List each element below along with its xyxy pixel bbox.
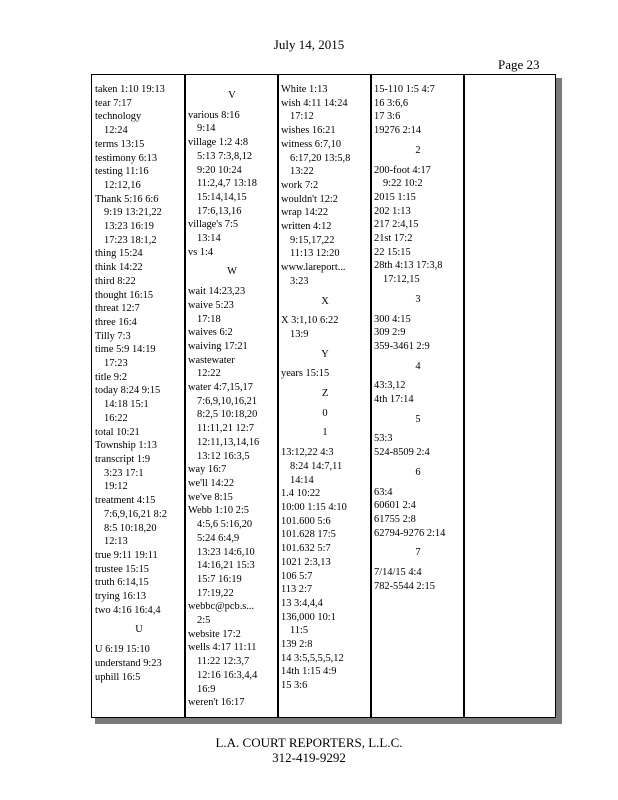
index-entry-continuation: 12:11,13,14,16 <box>197 436 260 448</box>
index-entry <box>374 124 462 138</box>
index-entry <box>374 259 462 286</box>
index-entry-continuation: 9:19 13:21,22 <box>104 207 162 219</box>
index-entry-term: 22 15:15 <box>374 246 411 258</box>
index-entry-term: trying 16:13 <box>95 591 147 603</box>
index-entry <box>95 330 183 344</box>
index-entry-term: Tilly 7:3 <box>95 330 131 342</box>
index-entry-term: we'll 14:22 <box>188 477 235 489</box>
index-entry-term: written 4:12 <box>281 221 332 233</box>
index-entry-continuation: 7:6,9,16,21 8:2 <box>104 508 167 520</box>
index-entry-continuation: 17:12 <box>290 111 314 123</box>
index-entry-term: testimony 6:13 <box>95 152 158 164</box>
index-entry-term: three 16:4 <box>95 316 137 328</box>
index-entry-term: webbc@pcb.s... <box>188 601 255 613</box>
index-entry <box>281 367 369 381</box>
index-entry <box>374 446 462 460</box>
index-entry <box>95 275 183 289</box>
index-entry-continuation: 7:6,9,10,16,21 <box>197 395 258 407</box>
index-entry-continuation: 3:23 <box>290 275 309 287</box>
index-entry-continuation: 17:12,15 <box>383 274 420 286</box>
index-entry <box>188 600 276 627</box>
index-entry-term: 300 4:15 <box>374 313 411 325</box>
index-entry <box>188 463 276 477</box>
index-entry-continuation: 13:22 <box>290 166 314 178</box>
index-entry-term: 200-foot 4:17 <box>374 164 431 176</box>
index-entry-term: 17 3:6 <box>374 111 401 123</box>
index-entry-term: 217 2:4,15 <box>374 219 419 231</box>
index-entry-term: treatment 4:15 <box>95 495 156 507</box>
index-entry <box>281 542 369 556</box>
index-entry-term: taken 1:10 19:13 <box>95 84 165 95</box>
index-entry <box>188 641 276 696</box>
index-entry <box>281 487 369 501</box>
index-entry <box>95 549 183 563</box>
index-entry-term: 113 2:7 <box>281 584 313 596</box>
index-section-letter: U <box>135 624 143 636</box>
index-entry <box>95 590 183 604</box>
index-entry-term: White 1:13 <box>281 84 328 95</box>
index-entry-term: 1021 2:3,13 <box>281 556 331 568</box>
index-entry-term: vs 1:4 <box>188 246 214 258</box>
index-entry <box>95 97 183 111</box>
index-entry-term: 43:3,12 <box>374 380 406 392</box>
index-entry <box>281 138 369 179</box>
index-entry-term: 15 3:6 <box>281 680 308 692</box>
index-entry-term: 16 3:6,6 <box>374 97 409 109</box>
index-entry-continuation: 8:5 10:18,20 <box>104 522 157 534</box>
index-entry <box>281 193 369 207</box>
index-entry-continuation: 17:23 <box>104 358 128 370</box>
index-entry-term: third 8:22 <box>95 275 136 287</box>
column-divider <box>277 75 279 717</box>
index-entry <box>374 566 462 580</box>
index-entry <box>374 313 462 327</box>
index-entry <box>374 110 462 124</box>
index-entry <box>95 83 183 97</box>
index-entry-continuation: 17:18 <box>197 313 221 325</box>
index-entry <box>374 232 462 246</box>
index-entry <box>188 136 276 218</box>
index-entry-term: 28th 4:13 17:3,8 <box>374 260 443 272</box>
index-entry <box>95 261 183 275</box>
index-entry-continuation: 13:23 14:6,10 <box>197 546 255 558</box>
index-entry <box>95 343 183 370</box>
index-entry <box>95 426 183 440</box>
index-column-3 <box>281 83 369 709</box>
index-entry-term: time 5:9 14:19 <box>95 344 156 356</box>
index-entry-term: 359-3461 2:9 <box>374 340 430 352</box>
index-section-letter: 3 <box>415 293 421 305</box>
column-divider <box>463 75 465 717</box>
index-entry <box>95 152 183 166</box>
index-entry <box>374 499 462 513</box>
index-entry <box>281 556 369 570</box>
index-entry-term: title 9:2 <box>95 371 128 383</box>
index-entry <box>281 611 369 638</box>
index-entry-term: uphill 16:5 <box>95 671 141 683</box>
index-entry-term: 101.600 5:6 <box>281 515 331 527</box>
index-entry <box>374 218 462 232</box>
index-entry <box>374 379 462 393</box>
index-entry-term: wastewater <box>188 354 235 366</box>
index-entry-continuation: 13:14 <box>197 233 221 245</box>
index-entry <box>374 83 462 97</box>
index-entry-term: weren't 16:17 <box>188 697 245 709</box>
index-entry-term: water 4:7,15,17 <box>188 382 253 394</box>
index-entry <box>95 289 183 303</box>
index-entry-term: understand 9:23 <box>95 657 162 669</box>
index-entry <box>281 570 369 584</box>
index-entry <box>281 220 369 261</box>
index-entry <box>374 486 462 500</box>
index-entry-term: village's 7:5 <box>188 219 239 231</box>
index-entry-term: testing 11:16 <box>95 166 149 178</box>
index-entry <box>95 643 183 657</box>
index-section-letter: W <box>227 266 237 278</box>
index-entry <box>188 218 276 245</box>
index-entry <box>95 138 183 152</box>
index-entry <box>95 384 183 425</box>
index-entry-continuation: 11:22 12:3,7 <box>197 656 250 668</box>
index-entry-continuation: 12:24 <box>104 125 128 137</box>
index-entry-term: 19276 2:14 <box>374 125 422 137</box>
index-entry <box>281 124 369 138</box>
index-entry <box>188 504 276 600</box>
index-entry-continuation: 12:12,16 <box>104 179 141 191</box>
column-divider <box>370 75 372 717</box>
index-entry <box>95 604 183 618</box>
header-page-number: Page 23 <box>498 57 540 72</box>
index-entry-continuation: 8:24 14:7,11 <box>290 460 343 472</box>
index-entry-term: 106 5:7 <box>281 570 313 582</box>
index-entry-term: years 15:15 <box>281 368 330 380</box>
index-entry-continuation: 2:5 <box>197 615 211 627</box>
index-entry-term: 10:00 1:15 4:10 <box>281 501 347 513</box>
index-entry <box>188 696 276 710</box>
index-entry-continuation: 12:16 16:3,4,4 <box>197 669 258 681</box>
index-entry <box>188 109 276 136</box>
index-entry-term: two 4:16 16:4,4 <box>95 604 161 616</box>
index-entry <box>374 580 462 594</box>
index-entry <box>374 340 462 354</box>
index-entry-term: 1.4 10:22 <box>281 488 321 500</box>
index-entry-term: thing 15:24 <box>95 248 143 260</box>
index-entry-continuation: 13:23 16:19 <box>104 221 154 233</box>
index-entry-term: 101.632 5:7 <box>281 543 331 555</box>
index-entry-continuation: 11:11,21 12:7 <box>197 423 254 435</box>
index-entry <box>188 491 276 505</box>
index-entry-term: 53:3 <box>374 433 393 445</box>
index-entry-term: wrap 14:22 <box>281 207 329 219</box>
index-entry <box>281 528 369 542</box>
index-entry-term: 524-8509 2:4 <box>374 447 430 459</box>
index-entry <box>374 326 462 340</box>
index-entry <box>95 165 183 192</box>
index-column-2 <box>188 83 276 709</box>
index-entry-continuation: 12:22 <box>197 368 221 380</box>
index-section-letter: Y <box>321 348 329 360</box>
index-entry-term: total 10:21 <box>95 426 140 438</box>
index-entry-continuation: 11:13 12:20 <box>290 248 340 260</box>
index-entry-term: Township 1:13 <box>95 440 157 452</box>
index-section-letter: 0 <box>322 407 328 419</box>
index-entry-term: 4th 17:14 <box>374 394 414 406</box>
index-entry-term: www.lareport... <box>281 262 346 274</box>
index-entry <box>95 563 183 577</box>
index-entry-term: 62794-9276 2:14 <box>374 527 446 539</box>
index-entry <box>281 515 369 529</box>
index-entry-continuation: 14:16,21 15:3 <box>197 560 255 572</box>
index-entry-continuation: 4:5,6 5:16,20 <box>197 519 253 531</box>
index-entry <box>281 665 369 679</box>
index-entry-term: 13 3:4,4,4 <box>281 597 323 609</box>
index-section-letter: 1 <box>322 427 328 439</box>
index-entry-term: we've 8:15 <box>188 491 233 503</box>
index-entry-term: 202 1:13 <box>374 205 411 217</box>
index-entry-continuation: 5:24 6:4,9 <box>197 532 240 544</box>
index-entry <box>95 193 183 248</box>
index-entry-term: 139 2:8 <box>281 639 313 651</box>
index-entry-continuation: 11:5 <box>290 625 309 637</box>
footer <box>0 735 618 765</box>
index-entry <box>281 206 369 220</box>
index-entry <box>281 83 369 97</box>
index-entry-term: trustee 15:15 <box>95 563 149 575</box>
column-divider <box>184 75 186 717</box>
index-entry-term: 782-5544 2:15 <box>374 580 435 592</box>
index-section-letter: 2 <box>415 144 421 156</box>
index-column-5 <box>467 83 555 709</box>
index-entry <box>374 97 462 111</box>
index-entry <box>374 513 462 527</box>
index-entry-continuation: 17:6,13,16 <box>197 205 242 217</box>
index-entry <box>188 299 276 326</box>
index-entry <box>95 302 183 316</box>
index-entry-term: 13:12,22 4:3 <box>281 447 334 459</box>
index-entry-term: way 16:7 <box>188 464 227 476</box>
index-entry-continuation: 9:14 <box>197 123 216 135</box>
index-entry-continuation: 9:15,17,22 <box>290 234 335 246</box>
index-entry-term: various 8:16 <box>188 109 240 121</box>
index-entry-term: Thank 5:16 6:6 <box>95 193 159 205</box>
index-entry-term: wells 4:17 11:11 <box>188 642 257 654</box>
index-entry-term: waiving 17:21 <box>188 340 248 352</box>
index-entry <box>95 110 183 137</box>
index-section-letter: V <box>228 90 236 101</box>
index-entry-continuation: 3:23 17:1 <box>104 467 144 479</box>
header-date: July 14, 2015 <box>273 37 345 52</box>
index-entry-continuation: 9:22 10:2 <box>383 178 423 190</box>
index-entry-term: village 1:2 4:8 <box>188 137 249 149</box>
index-section-letter: 5 <box>415 413 421 425</box>
index-entry <box>188 628 276 642</box>
index-entry-continuation: 16:9 <box>197 683 216 695</box>
index-entry <box>95 247 183 261</box>
index-entry-term: website 17:2 <box>188 628 241 640</box>
index-entry-term: witness 6:7,10 <box>281 138 342 150</box>
index-entry <box>281 597 369 611</box>
index-entry-term: 309 2:9 <box>374 327 406 339</box>
index-entry-term: 21st 17:2 <box>374 233 413 245</box>
index-entry <box>95 671 183 685</box>
index-column-1 <box>95 83 183 709</box>
index-entry-continuation: 6:17,20 13:5,8 <box>290 152 351 164</box>
index-entry <box>281 583 369 597</box>
index-entry <box>95 453 183 494</box>
index-entry-term: think 14:22 <box>95 262 143 274</box>
index-entry <box>188 354 276 381</box>
index-entry <box>188 285 276 299</box>
index-entry-term: X 3:1,10 6:22 <box>281 315 339 327</box>
index-entry-term: U 6:19 15:10 <box>95 644 150 656</box>
footer-phone: 312-419-9292 <box>272 750 346 765</box>
index-section-letter: Z <box>321 388 329 400</box>
index-entry <box>281 97 369 124</box>
index-entry-term: wishes 16:21 <box>281 125 336 137</box>
index-column-4 <box>374 83 462 709</box>
index-entry <box>374 191 462 205</box>
index-entry-continuation: 16:22 <box>104 412 128 424</box>
index-entry <box>281 314 369 341</box>
index-entry-term: work 7:2 <box>281 179 319 191</box>
index-entry-continuation: 8:2,5 10:18,20 <box>197 409 258 421</box>
index-entry-continuation: 5:13 7:3,8,12 <box>197 150 253 162</box>
index-section-letter: 6 <box>415 466 421 478</box>
index-entry-term: 14th 1:15 4:9 <box>281 666 337 678</box>
index-entry-term: technology <box>95 111 142 123</box>
index-entry-continuation: 13:12 16:3,5 <box>197 450 250 462</box>
index-entry <box>374 527 462 541</box>
index-entry-term: 101.628 17:5 <box>281 529 336 541</box>
index-entry-continuation: 12:13 <box>104 536 128 548</box>
index-entry-term: 63:4 <box>374 486 393 498</box>
index-entry-term: terms 13:15 <box>95 138 145 150</box>
index-entry-term: thought 16:15 <box>95 289 154 301</box>
index-entry <box>95 316 183 330</box>
index-entry <box>281 261 369 288</box>
index-entry <box>95 371 183 385</box>
index-entry-continuation: 11:2,4,7 13:18 <box>197 178 257 190</box>
index-entry-term: 14 3:5,5,5,5,12 <box>281 652 344 664</box>
index-entry <box>374 246 462 260</box>
index-entry-continuation: 13:9 <box>290 328 309 340</box>
index-entry <box>374 205 462 219</box>
index-entry-term: wish 4:11 14:24 <box>281 97 348 109</box>
index-entry-term: 136,000 10:1 <box>281 611 336 623</box>
index-entry-continuation: 14:14 <box>290 474 314 486</box>
index-entry-term: Webb 1:10 2:5 <box>188 505 249 517</box>
index-entry-term: threat 12:7 <box>95 303 140 315</box>
index-section-letter: X <box>321 295 329 307</box>
index-entry-term: 15-110 1:5 4:7 <box>374 84 435 95</box>
index-entry-term: wait 14:23,23 <box>188 286 246 298</box>
index-entry-continuation: 19:12 <box>104 481 128 493</box>
index-entry-term: true 9:11 19:11 <box>95 549 158 561</box>
index-entry <box>188 246 276 260</box>
index-entry-term: truth 6:14,15 <box>95 577 149 589</box>
index-entry-continuation: 17:19,22 <box>197 587 234 599</box>
index-entry <box>188 381 276 463</box>
index-entry <box>95 494 183 549</box>
index-entry <box>188 340 276 354</box>
index-entry <box>281 679 369 693</box>
index-entry-term: transcript 1:9 <box>95 453 151 465</box>
index-entry <box>374 393 462 407</box>
index-entry-term: today 8:24 9:15 <box>95 385 161 397</box>
index-entry <box>281 446 369 487</box>
index-entry-term: 60601 2:4 <box>374 500 416 512</box>
index-entry-continuation: 14:18 15:1 <box>104 399 149 411</box>
index-entry-continuation: 17:23 18:1,2 <box>104 234 157 246</box>
index-entry <box>188 477 276 491</box>
index-entry-term: 2015 1:15 <box>374 191 416 203</box>
index-entry <box>281 638 369 652</box>
index-entry <box>95 576 183 590</box>
index-entry <box>95 657 183 671</box>
index-entry <box>188 326 276 340</box>
index-entry-continuation: 9:20 10:24 <box>197 164 242 176</box>
index-entry-term: wouldn't 12:2 <box>281 193 339 205</box>
index-entry-term: tear 7:17 <box>95 97 132 109</box>
index-entry <box>281 652 369 666</box>
index-entry <box>374 164 462 191</box>
index-entry <box>95 439 183 453</box>
index-entry <box>281 501 369 515</box>
footer-company: L.A. COURT REPORTERS, L.L.C. <box>215 735 403 750</box>
index-entry <box>281 179 369 193</box>
index-section-letter: 4 <box>415 360 421 372</box>
index-frame <box>91 74 556 718</box>
index-entry-term: 61755 2:8 <box>374 513 416 525</box>
index-section-letter: 7 <box>415 547 421 559</box>
index-entry <box>374 432 462 446</box>
index-entry-term: waive 5:23 <box>188 299 234 311</box>
index-entry-continuation: 15:7 16:19 <box>197 573 242 585</box>
index-entry-term: 7/14/15 4:4 <box>374 567 422 579</box>
index-entry-continuation: 15:14,14,15 <box>197 191 247 203</box>
index-entry-term: waives 6:2 <box>188 327 233 339</box>
